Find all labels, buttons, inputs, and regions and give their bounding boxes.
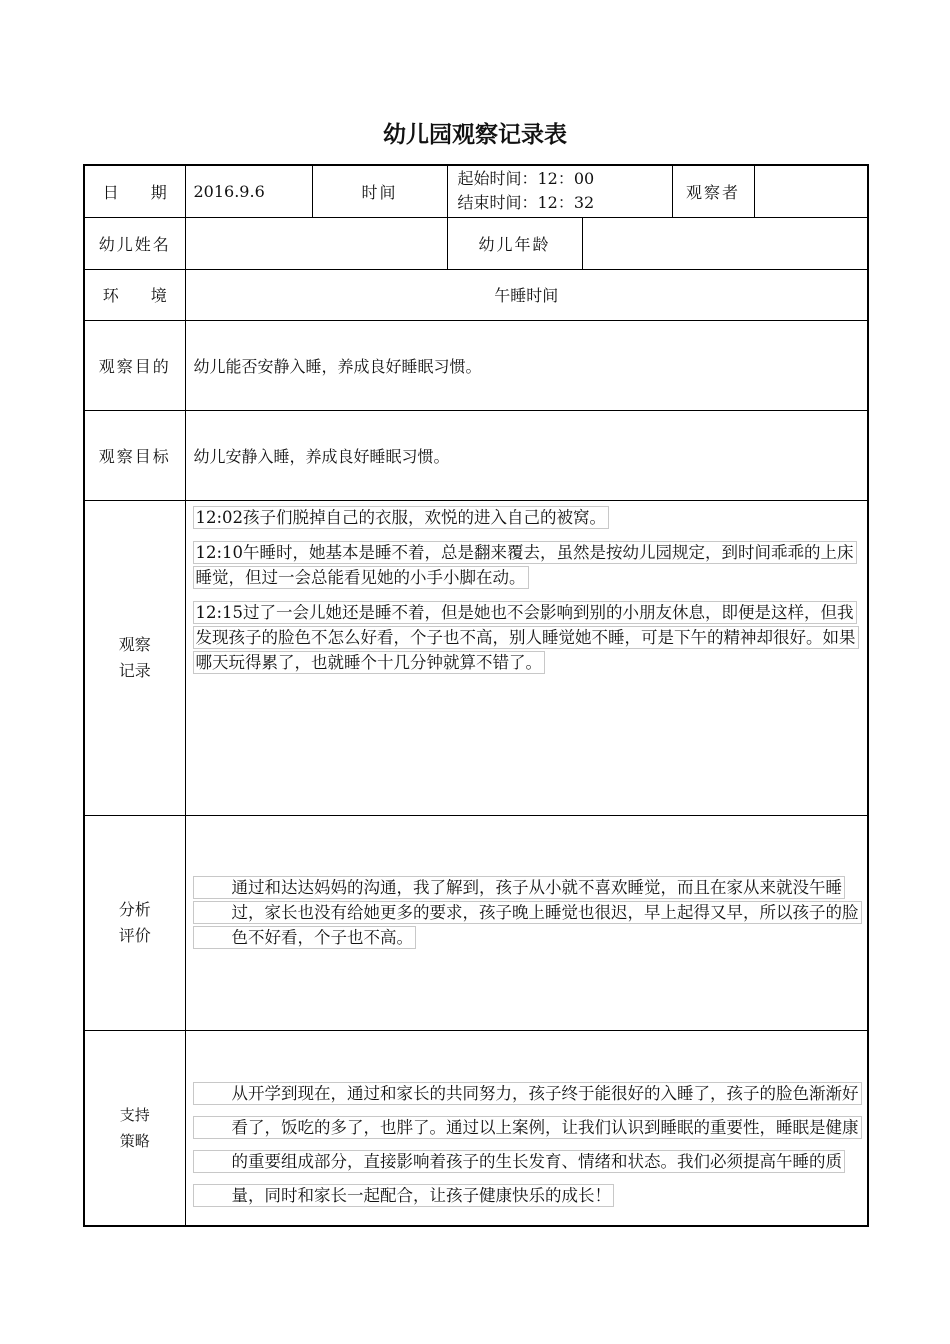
analysis-label-line2: 评价 — [118, 925, 151, 945]
child-name-label: 幼儿姓名 — [84, 217, 185, 269]
child-name-value[interactable] — [185, 217, 447, 269]
row-record — [84, 500, 868, 815]
date-label: 日 期 — [84, 165, 185, 217]
strategy-label — [84, 1030, 185, 1226]
row-purpose — [84, 320, 868, 410]
end-time: 结束时间：12：32 — [457, 193, 595, 213]
analysis-label-line1: 分析 — [118, 899, 151, 919]
page-title: 幼儿园观察记录表 — [383, 122, 567, 148]
purpose-label: 观察目的 — [84, 320, 185, 410]
analysis-label — [84, 815, 185, 1030]
strategy-label-line1: 支持 — [119, 1105, 150, 1124]
record-label-line1: 观察 — [118, 634, 151, 654]
observer-label: 观察者 — [672, 165, 754, 217]
purpose-value: 幼儿能否安静入睡，养成良好睡眠习惯。 — [185, 320, 868, 410]
record-entry-3: 12:15过了一会儿她还是睡不着，但是她也不会影响到别的小朋友休息，即便是这样，但我发现孩子的脸色不怎么好看，个子也不高，别人睡觉她不睡，可是下午的精神却很好。如果哪天玩得累了，也就睡个十几分钟就算不错了。 — [193, 600, 862, 675]
time-label: 时间 — [312, 165, 447, 217]
goal-label: 观察目标 — [84, 410, 185, 500]
record-label-line2: 记录 — [118, 660, 151, 680]
record-entry-2: 12:10午睡时，她基本是睡不着，总是翻来覆去，虽然是按幼儿园规定，到时间乖乖的上床睡觉，但过一会总能看见她的小手小脚在动。 — [193, 540, 862, 590]
date-value[interactable]: 2016.9.6 — [185, 165, 312, 217]
record-entry-1: 12:02孩子们脱掉自己的衣服，欢悦的进入自己的被窝。 — [193, 505, 862, 530]
environment-label: 环 境 — [84, 269, 185, 320]
row-goal — [84, 410, 868, 500]
child-age-label: 幼儿年龄 — [447, 217, 582, 269]
time-range — [447, 165, 672, 217]
record-label — [84, 500, 185, 815]
observer-value[interactable] — [754, 165, 868, 217]
analysis-content — [185, 815, 868, 1030]
start-time: 起始时间：12：00 — [457, 169, 595, 189]
row-environment — [84, 269, 868, 320]
row-child — [84, 217, 868, 269]
record-content — [185, 500, 868, 815]
observation-form — [83, 164, 869, 1227]
goal-value: 幼儿安静入睡，养成良好睡眠习惯。 — [185, 410, 868, 500]
strategy-text: 从开学到现在，通过和家长的共同努力，孩子终于能很好的入睡了，孩子的脸色渐渐好看了，饭吃的多了，也胖了。通过以上案例，让我们认识到睡眠的重要性，睡眠是健康的重要组成部分，直接影响着孩子的生长发育、情绪和状态。我们必须提高午睡的质量，同时和家长一起配合，让孩子健康快乐的成长！ — [193, 1082, 862, 1207]
child-age-value[interactable] — [582, 217, 868, 269]
analysis-text: 通过和达达妈妈的沟通，我了解到，孩子从小就不喜欢睡觉，而且在家从来就没午睡过，家长也没有给她更多的要求，孩子晚上睡觉也很迟，早上起得又早，所以孩子的脸色不好看，个子也不高。 — [193, 876, 862, 949]
environment-value: 午睡时间 — [185, 269, 868, 320]
row-strategy — [84, 1030, 868, 1226]
row-analysis — [84, 815, 868, 1030]
row-date — [84, 165, 868, 217]
strategy-label-line2: 策略 — [119, 1131, 150, 1150]
strategy-content — [185, 1030, 868, 1226]
